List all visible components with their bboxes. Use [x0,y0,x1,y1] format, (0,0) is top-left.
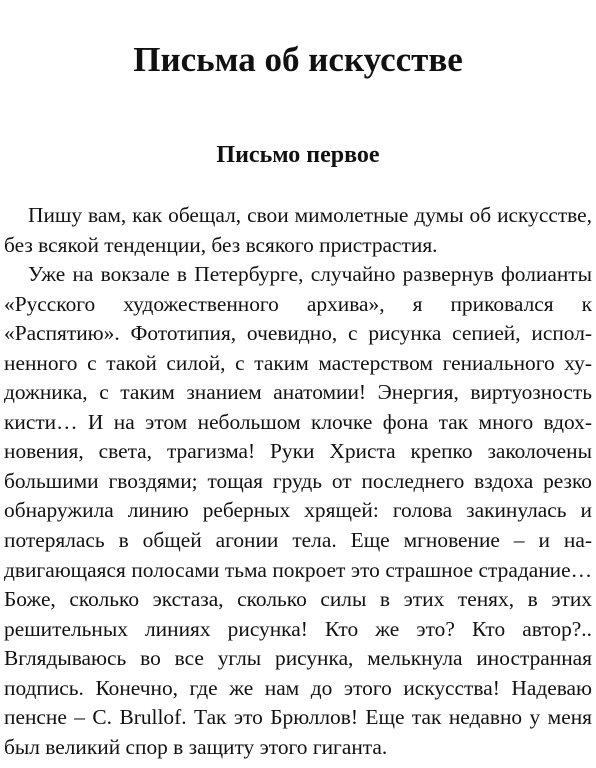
paragraph: Уже на вокзале в Петербурге, случайно развернув фолианты «Русского художественного архива», я приковался к «Распятию». Фототипия, очевидно, с рисунка сепией, исполненного с такой силой, с таким мастерством гениального художника, с таким знанием анатомии! Энергия, виртуозность кисти… И на этом небольшом клочке фона так много вдохновения, света, трагизма! Руки Христа крепко заколочены большими гвоздями; тощая грудь от последнего вздоха резко обнаружила линию реберных хрящей: голова закинулась и потерялась в общей агонии тела. Еще мгновение – и надвигающаяся полосами тьма покроет это страшное страдание… Боже, сколько экстаза, сколько силы в этих тенях, в этих решительных линиях рисунка! Кто же это? Кто автор?.. Вглядываюсь во все углы рисунка, мелькнула иностранная подпись. Конечно, где же нам до этого искусства! Надеваю пенсне – C. Brullof. Так это Брюллов! Еще так недавно у меня был великий спор в защиту этого гиганта. [4,262,592,759]
letter-heading: Письмо первое [216,142,380,168]
page-title: Письма об искусстве [133,40,463,79]
body-text [4,201,592,762]
paragraph: Пишу вам, как обещал, свои мимолетные думы об искусстве, без всякой тенденции, без всякого пристрастия. [4,203,592,257]
